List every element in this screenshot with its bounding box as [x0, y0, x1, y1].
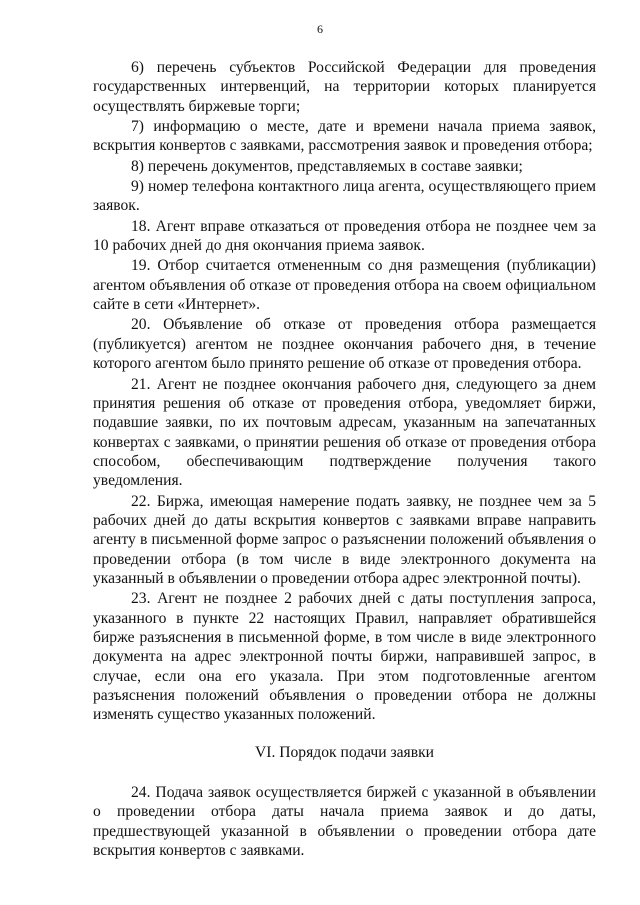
page-number: 6: [317, 22, 323, 36]
list-item-7: 7) информацию о месте, дате и времени начала приема заявок, вскрытия конвертов с заявками, рассмотрения заявок и проведения отбора;: [93, 118, 596, 155]
list-item-8: 8) перечень документов, представляемых в составе заявки;: [131, 157, 523, 175]
list-item-9: 9) номер телефона контактного лица агента, осуществляющего прием заявок.: [93, 178, 596, 215]
document-body: [93, 58, 596, 861]
clause-18: 18. Агент вправе отказаться от проведения отбора не позднее чем за 10 рабочих дней до дня окончания приема заявок.: [93, 217, 596, 255]
clause-19: 19. Отбор считается отмененным со дня размещения (публикации) агентом объявления об отказе от проведения отбора на своем официальном сайте в сети «Интернет».: [93, 257, 596, 314]
clause-23: 23. Агент не позднее 2 рабочих дней с даты поступления запроса, указанного в пункте 22 настоящих Правил, направляет обратившейся бирже разъяснения в письменной форме, в том числе в виде электронного документа на адрес электронной почты биржи, направившей запрос, в случае, если она его указала. При этом подготовленные агентом разъяснения положений объявления о проведении отбора не должны изменять существо указанных положений.: [93, 590, 596, 724]
section-heading: VI. Порядок подачи заявки: [254, 743, 435, 761]
clause-22: 22. Биржа, имеющая намерение подать заявку, не позднее чем за 5 рабочих дней до даты вскрытия конвертов с заявками вправе направить агенту в письменной форме запрос о разъяснении положений объявления о проведении отбора (в том числе в виде электронного документа на указанный в объявлении о проведении отбора адрес электронной почты).: [93, 492, 596, 587]
list-item-6: 6) перечень субъектов Российской Федерации для проведения государственных интервенций, на территории которых планируется осуществлять биржевые торги;: [93, 59, 596, 115]
clause-21: 21. Агент не позднее окончания рабочего дня, следующего за днем принятия решения об отказе от проведения отбора, уведомляет биржи, подавшие заявки, по их почтовым адресам, указанным на запечатанных конвертах с заявками, о принятии решения об отказе от проведения отбора способом, обеспечивающим подтверждение получения такого уведомления.: [93, 375, 596, 490]
clause-20: 20. Объявление об отказе от проведения отбора размещается (публикуется) агентом не позднее окончания рабочего дня, в течение которого агентом было принято решение об отказе от проведения отбора.: [93, 316, 596, 373]
clause-24: 24. Подача заявок осуществляется биржей с указанной в объявлении о проведении отбора даты начала приема заявок и до даты, предшествующей указанной в объявлении о проведении отбора дате вскрытия конвертов с заявками.: [93, 784, 596, 860]
